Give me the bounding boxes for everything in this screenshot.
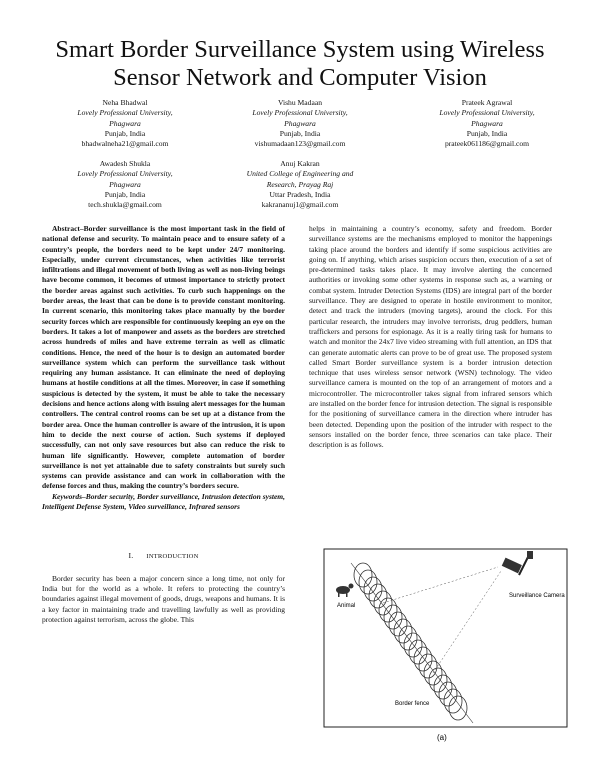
author-email[interactable]: kakrananuj1@gmail.com — [261, 200, 339, 210]
author-location: Punjab, India — [279, 128, 321, 138]
author-name: Vishu Madaan — [277, 98, 323, 107]
author-location: Uttar Pradesh, India — [269, 189, 331, 199]
author-block — [30, 159, 220, 210]
author-location: Punjab, India — [466, 128, 508, 138]
right-column — [309, 224, 552, 451]
author-affiliation: Research, Prayag Raj — [266, 179, 334, 189]
camera-label: Surveillance Camera — [509, 593, 565, 599]
author-affiliation: Lovely Professional University, — [252, 108, 348, 118]
camera-icon — [502, 551, 533, 575]
author-location: Punjab, India — [104, 128, 146, 138]
section-title: INTRODUCTION — [146, 553, 199, 561]
author-email[interactable]: vishumadaan123@gmail.com — [254, 139, 346, 149]
fence-label: Border fence — [395, 701, 430, 707]
author-affiliation: Phagwara — [109, 118, 141, 128]
intro-paragraph: Border security has been a major concern since a long time, not only for India but for the world as a whole. It refers to protecting the country’s boundaries against illegal movement of goods, drugs, weapons and humans. It is a key factor in maintaining trade and travelling lawfully as well as providing protection against terrorism, across the globe. This — [42, 573, 285, 624]
author-block — [30, 98, 220, 149]
keywords: Keywords–Border security, Border surveillance, Intrusion detection system, Intelligent Defense System, Video surveillance, Infrared sensors — [42, 491, 285, 512]
border-fence-figure — [323, 545, 568, 745]
left-column — [42, 224, 285, 625]
author-name: Awadesh Shukla — [99, 159, 151, 168]
author-affiliation: Lovely Professional University, — [77, 108, 173, 118]
author-name: Neha Bhadwal — [102, 98, 148, 107]
figure-diagram — [323, 545, 568, 745]
author-affiliation: Phagwara — [284, 118, 316, 128]
author-affiliation: Phagwara — [471, 118, 503, 128]
author-email[interactable]: prateek061186@gmail.com — [444, 139, 530, 149]
author-affiliation: Lovely Professional University, — [439, 108, 535, 118]
author-block — [205, 98, 395, 149]
author-block — [392, 98, 582, 149]
author-name: Prateek Agrawal — [461, 98, 513, 107]
author-location: Punjab, India — [104, 189, 146, 199]
paper-title: Smart Border Surveillance System using Wireless Sensor Network and Computer Vision — [55, 36, 545, 91]
section-number: I. — [128, 551, 134, 561]
author-affiliation: United College of Engineering and — [246, 169, 354, 179]
author-name: Anuj Kakran — [280, 159, 320, 168]
author-block — [205, 159, 395, 210]
fence-line — [351, 563, 473, 723]
abstract: Abstract–Border surveillance is the most important task in the field of national defense and security. To maintain peace and to ensure safety of a country’s people, the borders need to be kept under 24/7 monitoring. Especially, under current circumstances, when activities like terrorist infiltrations and illegal movement of both living as well as non-living beings have become common, it becomes of utmost importance to strictly protect the border areas against such activities. To curb such happenings on the border areas, the least that can be done is to provide constant monitoring. In current scenario, this monitoring takes place manually by the border security forces which are responsible for continuously keeping an eye on the borders. It takes a lot of manpower and assets as the borders are stretched across hundreds of miles and have extreme terrain as well as climatic conditions. Hence, the need of the hour is to design an automated border surveillance system which can perform the surveillance task without requiring any human assistance. It can eliminate the need of deploying humans at hostile conditions at all the times. Moreover, in case if something suspicious is detected by the system, it must be able to take the necessary decisions and hence actions along with issuing alert messages for the human controllers. The central control rooms can be set up at a distance from the border area. Once the human controller is aware of the intrusion, it is upon him to decide the next course of action. Such systems if deployed successfully, can not only save resources but also can reduce the risk to human life significantly. However, complete automation of border surveillance is not yet attainable due to safety constraints but surely such systems can provide assistance and can work in collaboration with the defense forces and thus, making the country’s borders secure. — [42, 224, 285, 491]
section-heading — [42, 551, 285, 562]
author-affiliation: Phagwara — [109, 179, 141, 189]
animal-icon — [336, 584, 354, 598]
author-email[interactable]: bhadwalneha21@gmail.com — [81, 139, 169, 149]
author-email[interactable]: tech.shukla@gmail.com — [88, 200, 162, 210]
animal-label: Animal — [337, 603, 356, 609]
right-column-paragraph: helps in maintaining a country’s economy, safety and freedom. Border surveillance systems are the mechanisms employed to monitor the happenings taking place around the borders and identify if some suspicious activities are going on. If anything, which arises suspicion occurs then, execution of a set of pre-determined tasks takes place. It may involve alerting the concerned authorities or invoking some other systems in response such as, a warning or combat system. Intruder Detection Systems (IDS) are integral part of the border surveillance. They are designed to operate in hostile environment to monitor, detect and track the intruders (moving targets), around the clock. For this particular research, the intruders may involve terrorists, drug peddlers, human traffickers and persons for espionage. As it is a really tiring task for humans to watch and monitor the 24x7 live video streaming with full attention, an IDS that can generate automatic alerts can prove to be of great use. The proposed system called Smart Border surveillance system is a border intrusion detection technique that uses wireless sensor network (WSN) technology. The video surveillance camera is mounted on the top of an arrangement of motors and a microcontroller. The microcontroller takes signal from infrared sensors which are installed on the border fence for intrusion detection. The signal is responsible for the positioning of surveillance camera in the direction where intruder has been detected. Depending upon the position of the intruder with respect to the sensors installed on the border fence, three scenarios can take place. Their description is as follows. — [309, 224, 552, 450]
author-affiliation: Lovely Professional University, — [77, 169, 173, 179]
sensor-beams — [383, 567, 501, 673]
figure-caption: (a) — [437, 733, 447, 742]
